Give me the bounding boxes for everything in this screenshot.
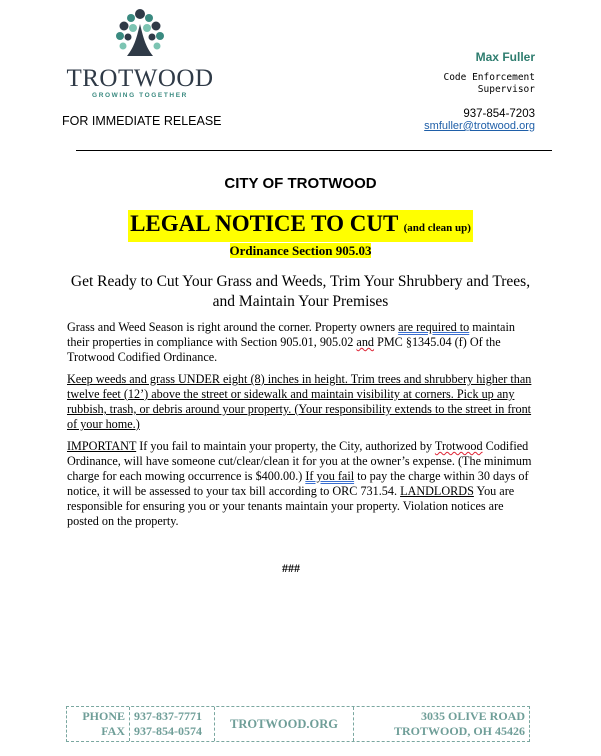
headline-small: (and clean up)	[403, 222, 471, 234]
subtitle: Get Ready to Cut Your Grass and Weeds, Trim Your Shrubbery and Trees, and Maintain Your Premises	[70, 273, 531, 310]
end-mark: ###	[282, 561, 300, 575]
trotwood-logo	[66, 6, 214, 102]
contact-phone: 937-854-7203	[463, 108, 535, 120]
phone-label: PHONE	[82, 709, 125, 723]
headline-main: LEGAL NOTICE TO CUT	[130, 211, 398, 236]
underlined-word: and	[356, 335, 375, 349]
logo-tagline: GROWING TOGETHER	[92, 92, 188, 99]
landlords-label: LANDLORDS	[400, 484, 474, 498]
tree-icon	[111, 6, 169, 64]
headline-block	[0, 210, 601, 260]
address-line1: 3035 OLIVE ROAD	[420, 709, 525, 723]
contact-name: Max Fuller	[475, 50, 535, 64]
footer-address	[354, 707, 529, 741]
underlined-phrase: are required to	[398, 320, 470, 334]
notice-body	[67, 320, 535, 536]
ordinance-line: Ordinance Section 905.03	[229, 243, 372, 258]
footer-numbers	[130, 707, 215, 741]
important-label: IMPORTANT	[67, 439, 137, 453]
contact-email-link[interactable]: smfuller@trotwood.org	[424, 120, 535, 132]
paragraph-important: IMPORTANT If you fail to maintain your property, the City, authorized by Trotwood Codified Ordinance, will have someone cut/clear/clean it for you at the owner’s expense. (The minimum charge for each mowing occurrence is $400.00.) If you fail to pay the charge within 30 days of notice, it will be assessed to your tax bill according to ORC 731.54. LANDLORDS You are responsible for ensuring you or your tenants maintain your property. Violation notices are posted on the property.	[67, 439, 532, 528]
footer-labels	[67, 707, 130, 741]
release-label: FOR IMMEDIATE RELEASE	[62, 114, 222, 128]
address-line2: TROTWOOD, OH 45426	[393, 724, 525, 738]
contact-role-line2: Supervisor	[477, 84, 535, 95]
paragraph-rules: Keep weeds and grass UNDER eight (8) inches in height. Trim trees and shrubbery higher than twelve feet (12’) above the street or sidewalk and maintain visibility at corners. Pick up any rubbish, trash, or debris around your property. (Your responsibility extends to the street in front of your home.)	[67, 372, 532, 431]
footer-phone: 937-837-7771	[134, 709, 202, 723]
footer-fax: 937-854-0574	[134, 724, 202, 738]
headline	[128, 210, 473, 242]
fax-label: FAX	[101, 724, 125, 738]
logo-wordmark: TROTWOOD	[66, 65, 214, 92]
paragraph-intro: Grass and Weed Season is right around the corner. Property owners are required to maintain their properties in compliance with Section 905.01, 905.02 and PMC §1345.04 (f) Of the Trotwood Codified Ordinance.	[67, 320, 515, 364]
contact-block	[424, 50, 535, 132]
footer-website-link[interactable]: TROTWOOD.ORG	[215, 707, 354, 741]
contact-role-line1: Code Enforcement	[443, 72, 535, 83]
header-divider	[76, 150, 552, 151]
city-heading: CITY OF TROTWOOD	[224, 175, 377, 192]
footer-bar	[66, 706, 530, 742]
